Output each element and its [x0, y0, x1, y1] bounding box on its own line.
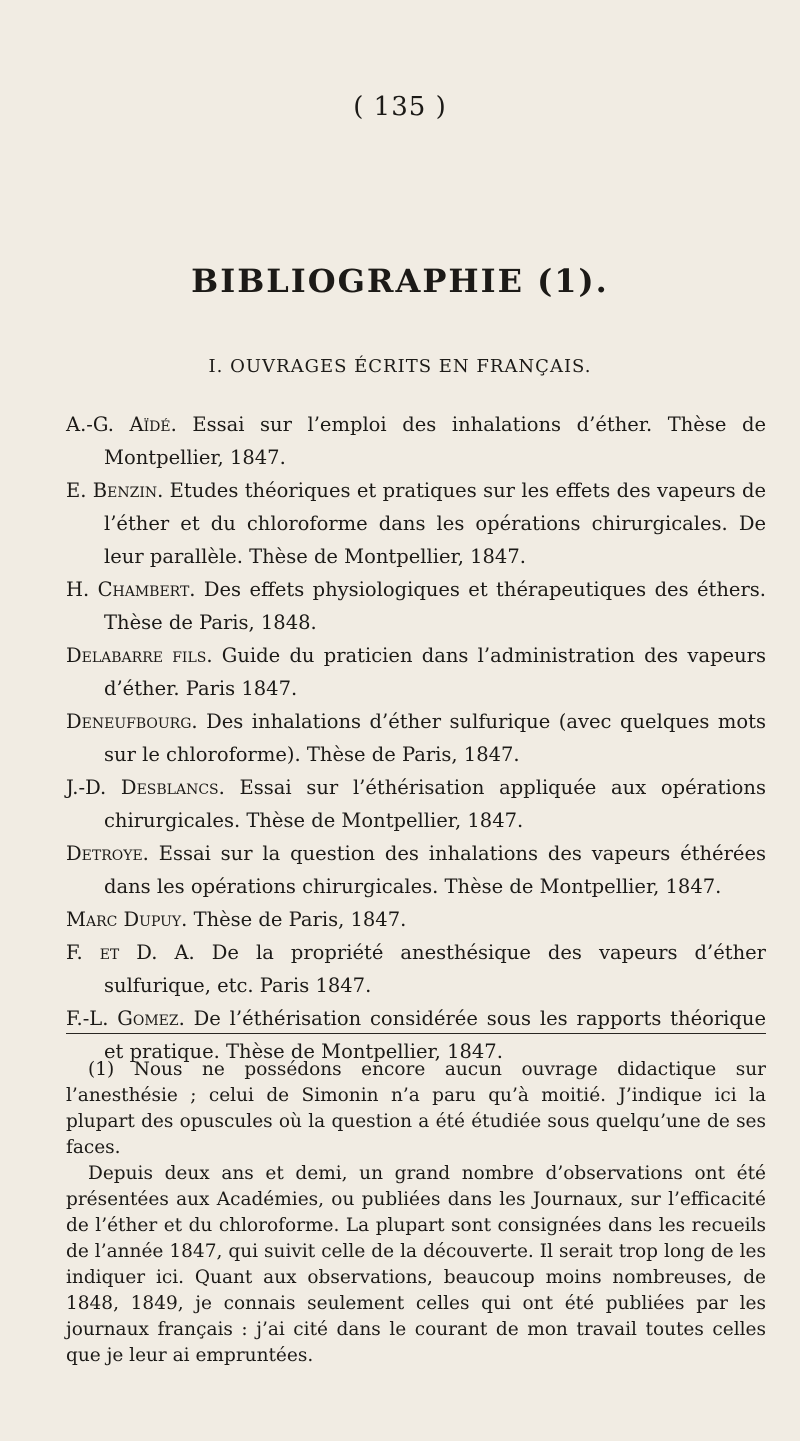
entry-text: Essai sur l’emploi des inhalations d’éther. Thèse de Montpellier, 1847. — [104, 413, 766, 469]
bibliography-entry — [66, 771, 766, 837]
bibliography-entry — [66, 639, 766, 705]
entry-author: Marc Dupuy. — [66, 908, 188, 931]
entry-text: Des inhalations d’éther sulfurique (avec quelques mots sur le chloroforme). Thèse de Paris, 1847. — [104, 710, 766, 766]
entry-author: H. Chambert. — [66, 578, 196, 601]
bibliography-entry — [66, 837, 766, 903]
entry-author: E. Benzin. — [66, 479, 164, 502]
bibliography-entry — [66, 474, 766, 573]
page-title: BIBLIOGRAPHIE (1). — [191, 262, 609, 300]
bibliography-entry — [66, 408, 766, 474]
entry-author: Delabarre fils. — [66, 644, 213, 667]
bibliography-entry — [66, 903, 766, 936]
footnote-paragraph: Depuis deux ans et demi, un grand nombre d’observations ont été présentées aux Académies, ou publiées dans les Journaux, sur l’efficacité de l’éther et du chloroforme. La plupart sont consignées dans les recueils de l’année 1847, qui suivit celle de la découverte. Il serait trop long de les indiquer ici. Quant aux observations, beaucoup moins nombreuses, de 1848, 1849, je connais seulement celles qui ont été publiées par les journaux français : j’ai cité dans le courant de mon travail toutes celles que je leur ai empruntées. — [66, 1163, 766, 1366]
bibliography-list — [66, 408, 766, 1068]
page-number: ( 135 ) — [353, 92, 447, 122]
footnote-divider — [66, 1033, 766, 1034]
entry-text: Thèse de Paris, 1847. — [187, 908, 407, 931]
entry-text: Etudes théoriques et pratiques sur les effets des vapeurs de l’éther et du chloroforme dans les opérations chirurgicales. De leur parallèle. Thèse de Montpellier, 1847. — [104, 479, 766, 568]
entry-author: J.-D. Desblancs. — [66, 776, 225, 799]
entry-text: Guide du praticien dans l’administration des vapeurs d’éther. Paris 1847. — [104, 644, 766, 700]
entry-author: Deneufbourg. — [66, 710, 198, 733]
entry-author: F.-L. Gomez. — [66, 1007, 185, 1030]
entry-author: A.-G. Aïdé. — [66, 413, 177, 436]
entry-text: Des effets physiologiques et thérapeutiques des éthers. Thèse de Paris, 1848. — [104, 578, 766, 634]
entry-text: Essai sur la question des inhalations des vapeurs éthérées dans les opérations chirurgicales. Thèse de Montpellier, 1847. — [104, 842, 766, 898]
section-heading: I. OUVRAGES ÉCRITS EN FRANÇAIS. — [208, 356, 592, 377]
entry-text: De la propriété anesthésique des vapeurs d’éther sulfurique, etc. Paris 1847. — [104, 941, 767, 997]
footnote-paragraph: (1) Nous ne possédons encore aucun ouvrage didactique sur l’anesthésie ; celui de Simonin n’a paru qu’à moitié. J’indique ici la plupart des opuscules où la question a été étudiée sous quelqu’une de ses faces. — [66, 1059, 766, 1158]
bibliography-entry — [66, 936, 766, 1002]
entry-author: Detroye. — [66, 842, 149, 865]
entry-author: F. et D. A. — [66, 941, 195, 964]
entry-text: Essai sur l’éthérisation appliquée aux opérations chirurgicales. Thèse de Montpellier, 1847. — [104, 776, 766, 832]
bibliography-entry — [66, 705, 766, 771]
bibliography-entry — [66, 573, 766, 639]
footnotes — [66, 1057, 766, 1369]
entry-text: De l’éthérisation considérée sous les rapports théorique et pratique. Thèse de Montpellier, 1847. — [104, 1007, 766, 1063]
